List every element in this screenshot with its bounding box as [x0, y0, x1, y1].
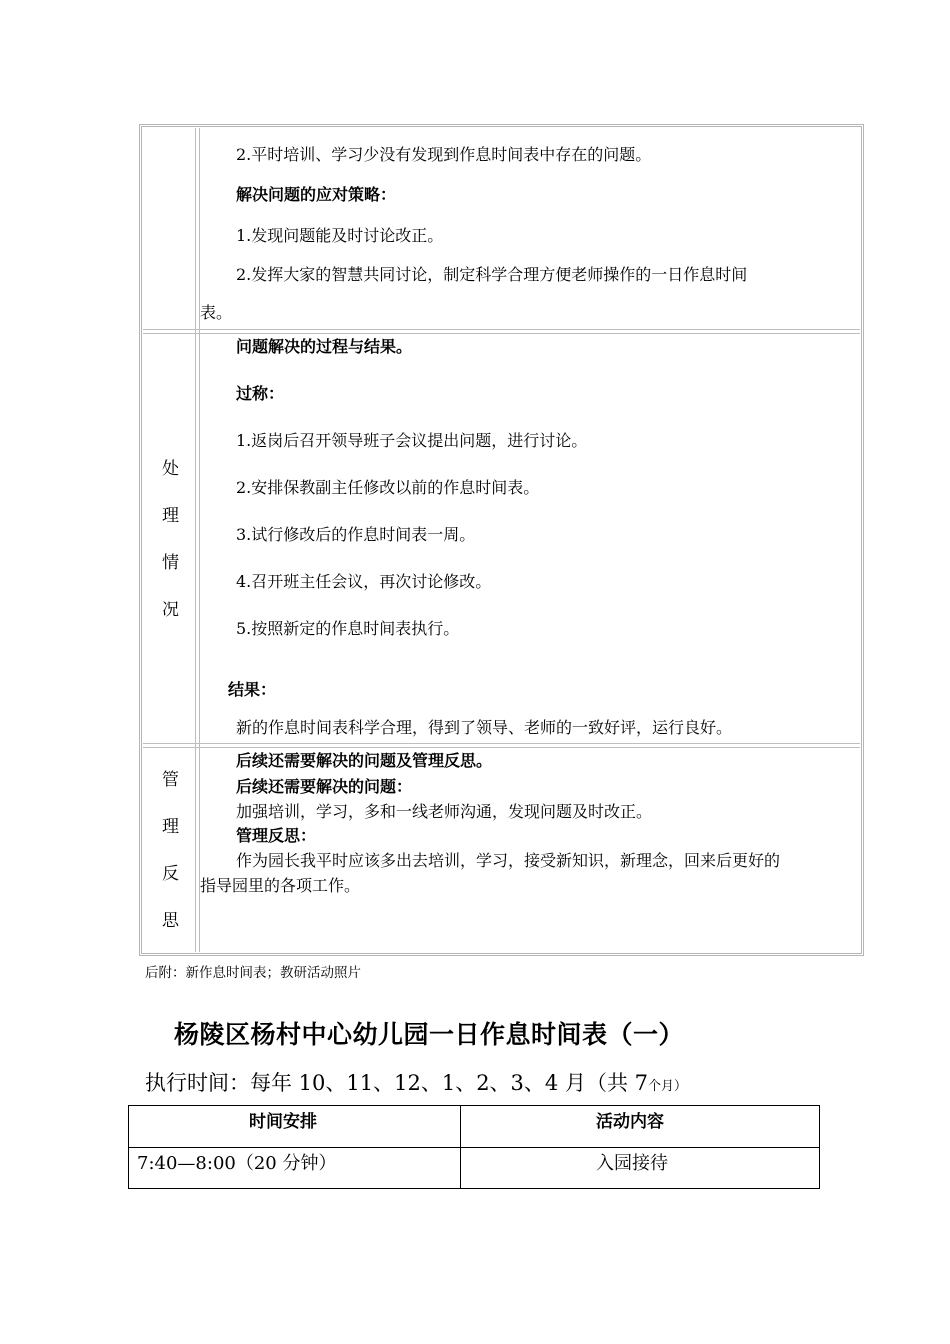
execution-period-main: 执行时间：每年 10、11、12、1、2、3、4 月（共 7 [145, 1071, 648, 1095]
process-step: 4.召开班主任会议，再次讨论修改。 [236, 572, 492, 591]
row-label-char: 反 [162, 864, 179, 884]
row-label-char: 情 [162, 553, 179, 573]
result-text: 新的作息时间表科学合理，得到了领导、老师的一致好评，运行良好。 [236, 718, 733, 737]
header-time: 时间安排 [249, 1112, 317, 1132]
column-divider [195, 128, 200, 952]
process-step: 2.安排保教副主任修改以前的作息时间表。 [236, 478, 540, 497]
schedule-table [128, 1105, 820, 1189]
followup-heading: 后续还需要解决的问题： [236, 777, 413, 796]
strategy-heading: 解决问题的应对策略： [236, 185, 397, 204]
reflection-text-cont: 指导园里的各项工作。 [200, 876, 361, 895]
process-subheading: 过称： [236, 384, 285, 403]
execution-period-unit: 个月） [648, 1079, 688, 1094]
row-label-char: 管 [162, 770, 179, 790]
header-activity: 活动内容 [596, 1112, 664, 1132]
execution-period [145, 1067, 687, 1097]
process-step: 5.按照新定的作息时间表执行。 [236, 619, 460, 638]
row-label-char: 理 [162, 506, 179, 526]
process-step: 3.试行修改后的作息时间表一周。 [236, 525, 476, 544]
reflection-text: 作为园长我平时应该多出去培训，学习，接受新知识，新理念，回来后更好的 [236, 851, 781, 870]
row-label-char: 理 [162, 817, 179, 837]
strategy-item-2-cont: 表。 [200, 303, 233, 322]
schedule-title: 杨陵区杨村中心幼儿园一日作息时间表（一） [174, 1020, 685, 1049]
attachment-note: 后附：新作息时间表；教研活动照片 [145, 965, 361, 981]
strategy-item-1: 1.发现问题能及时讨论改正。 [236, 226, 444, 245]
row-divider [143, 329, 860, 334]
cell-time: 7:40—8:00（20 分钟） [137, 1153, 337, 1174]
row-label-char: 况 [162, 600, 179, 620]
process-heading: 问题解决的过程与结果。 [236, 337, 413, 356]
management-reflection-heading: 管理反思： [236, 826, 317, 845]
strategy-item-2: 2.发挥大家的智慧共同讨论，制定科学合理方便老师操作的一日作息时间 [236, 265, 748, 284]
row-label-char: 思 [162, 911, 179, 931]
problem-line-2: 2.平时培训、学习少没有发现到作息时间表中存在的问题。 [236, 145, 652, 164]
row-divider [143, 743, 860, 748]
row-divider [129, 1147, 819, 1148]
followup-text: 加强培训，学习，多和一线老师沟通，发现问题及时改正。 [236, 802, 653, 821]
row-label-char: 处 [162, 459, 179, 479]
cell-activity: 入园接待 [596, 1153, 668, 1174]
process-step: 1.返岗后召开领导班子会议提出问题，进行讨论。 [236, 431, 588, 450]
result-heading: 结果： [228, 680, 277, 699]
reflection-heading: 后续还需要解决的问题及管理反思。 [236, 751, 493, 770]
